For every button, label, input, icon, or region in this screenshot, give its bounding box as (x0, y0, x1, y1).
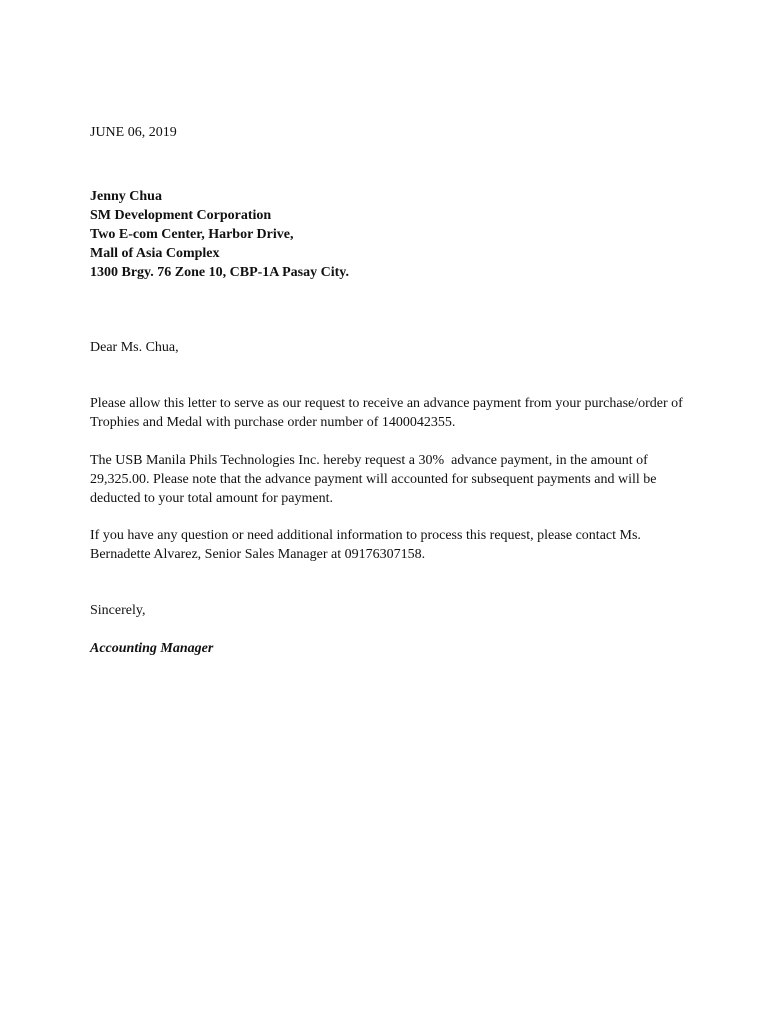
recipient-company: SM Development Corporation (90, 208, 272, 223)
closing: Sincerely, (90, 603, 146, 618)
recipient-address-line-2: Mall of Asia Complex (90, 246, 220, 261)
paragraph-line: Trophies and Medal with purchase order number of 1400042355. (90, 415, 456, 430)
recipient-name: Jenny Chua (90, 189, 162, 204)
signatory-title: Accounting Manager (90, 641, 214, 656)
paragraph-line: If you have any question or need additional information to process this request, please contact Ms. (90, 528, 641, 543)
recipient-address-line-3: 1300 Brgy. 76 Zone 10, CBP-1A Pasay City. (90, 265, 350, 280)
paragraph-line: Bernadette Alvarez, Senior Sales Manager at 09176307158. (90, 547, 426, 562)
paragraph-line: Please allow this letter to serve as our request to receive an advance payment from your purchase/order of (90, 396, 683, 411)
paragraph-line: The USB Manila Phils Technologies Inc. hereby request a 30% advance payment, in the amount of (90, 453, 648, 468)
paragraph-line: deducted to your total amount for payment. (90, 491, 333, 506)
salutation: Dear Ms. Chua, (90, 340, 179, 355)
recipient-address-line-1: Two E-com Center, Harbor Drive, (90, 227, 294, 242)
paragraph-line: 29,325.00. Please note that the advance payment will accounted for subsequent payments and will be (90, 472, 657, 487)
letter-date: JUNE 06, 2019 (90, 125, 177, 140)
